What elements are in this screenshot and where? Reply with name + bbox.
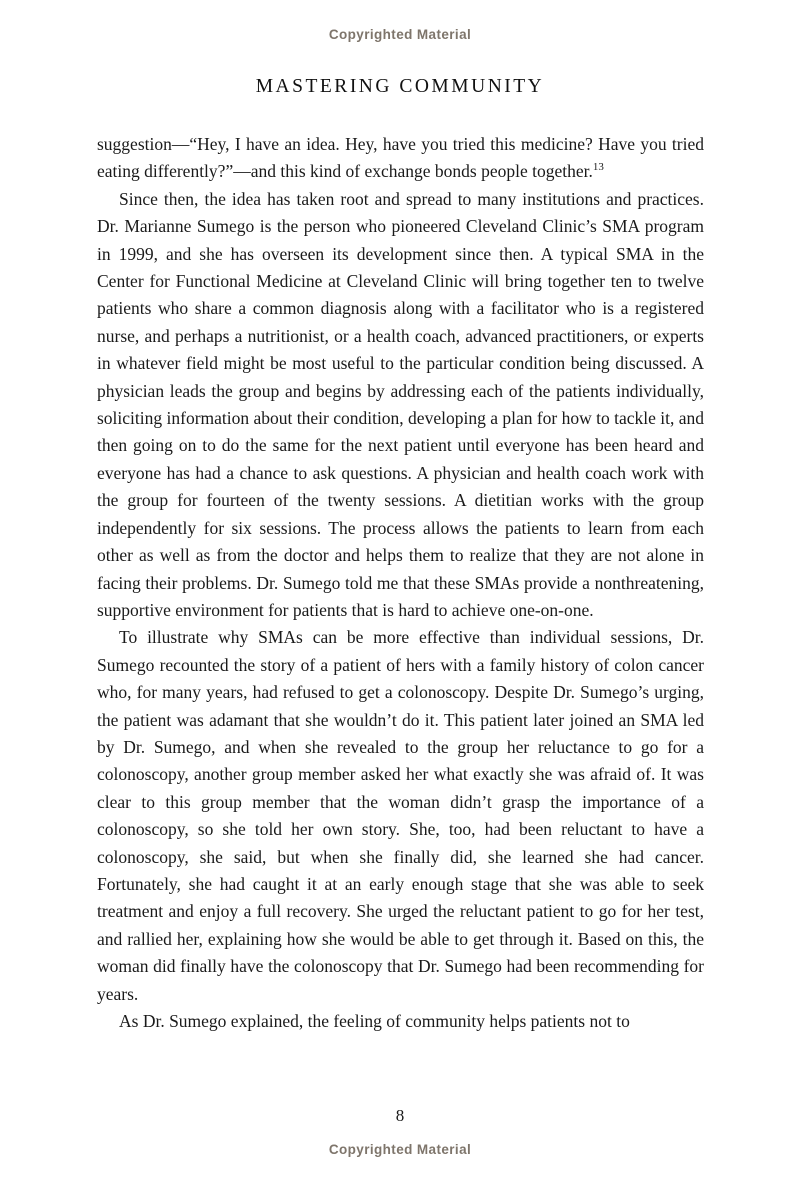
paragraph-text: suggestion—“Hey, I have an idea. Hey, have you tried this medicine? Have you tried eating differently?”—and this kind of exchange bonds people together. [97, 134, 704, 182]
chapter-title: MASTERING COMMUNITY [255, 76, 545, 97]
paragraph [97, 131, 704, 186]
body-text [97, 131, 704, 1035]
footnote-marker: 13 [592, 161, 604, 174]
copyright-notice-top: Copyrighted Material [328, 27, 472, 42]
paragraph: As Dr. Sumego explained, the feeling of community helps patients not to [119, 1011, 630, 1031]
paragraph: To illustrate why SMAs can be more effective than individual sessions, Dr. Sumego recounted the story of a patient of hers with a family history of colon cancer who, for many years, had refused to get a colonoscopy. Despite Dr. Sumego’s urging, the patient was adamant that she wouldn’t do it. This patient later joined an SMA led by Dr. Sumego, and when she revealed to the group her reluctance to go for a colonoscopy, another group member asked her what exactly she was afraid of. It was clear to this group member that the woman didn’t grasp the importance of a colonoscopy, so she told her own story. She, too, had been reluctant to have a colonoscopy, she said, but when she finally did, she learned she had cancer. Fortunately, she had caught it at an early enough stage that she was able to seek treatment and enjoy a full recovery. She urged the reluctant patient to go for her test, and rallied her, explaining how she would be able to get through it. Based on this, the woman did finally have the colonoscopy that Dr. Sumego had been recommending for years. [97, 627, 704, 1004]
copyright-notice-bottom: Copyrighted Material [328, 1142, 472, 1157]
page-number: 8 [395, 1106, 405, 1125]
paragraph: Since then, the idea has taken root and spread to many institutions and practices. Dr. Marianne Sumego is the person who pioneered Cleveland Clinic’s SMA program in 1999, and she has overseen its development since then. A typical SMA in the Center for Functional Medicine at Cleveland Clinic will bring together ten to twelve patients who share a common diagnosis along with a facilitator who is a registered nurse, and perhaps a nutritionist, or a health coach, advanced practitioners, or experts in whatever field might be most useful to the particular condition being discussed. A physician leads the group and begins by addressing each of the patients individually, soliciting information about their condition, developing a plan for how to tackle it, and then going on to do the same for the next patient until everyone has been heard and everyone has had a chance to ask questions. A physician and health coach work with the group for fourteen of the twenty sessions. A dietitian works with the group independently for six sessions. The process allows the patients to learn from each other as well as from the doctor and helps them to realize that they are not alone in facing their problems. Dr. Sumego told me that these SMAs provide a nonthreatening, supportive environment for patients that is hard to achieve one-on-one. [97, 188, 705, 620]
